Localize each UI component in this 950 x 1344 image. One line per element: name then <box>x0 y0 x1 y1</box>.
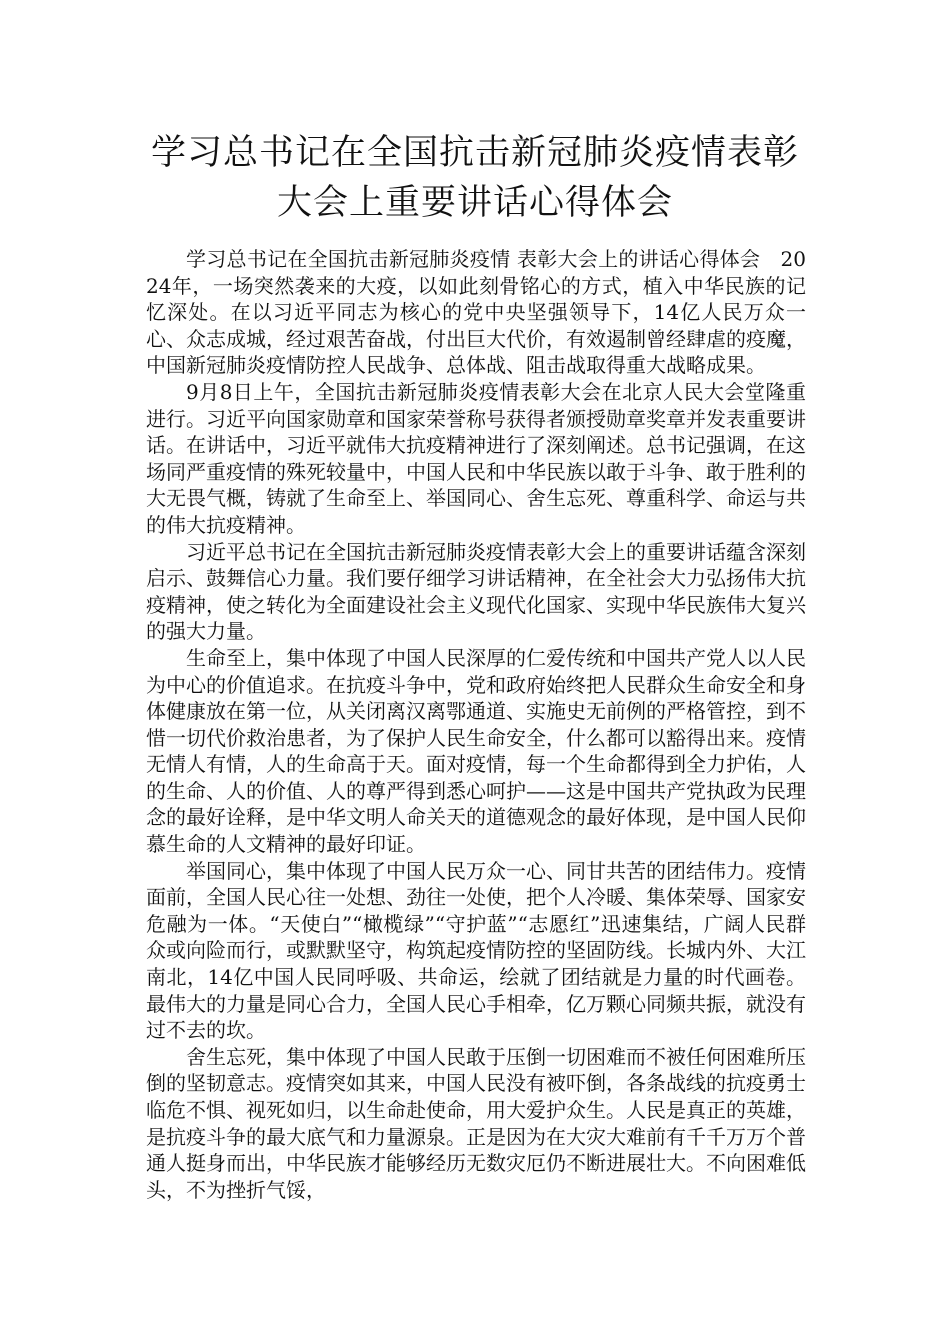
paragraph-1: 学习总书记在全国抗击新冠肺炎疫情 表彰大会上的讲话心得体会 2024年，一场突然袭来的大疫，以如此刻骨铭心的方式，植入中华民族的记忆深处。在以习近平同志为核心的党中央坚强领导下，14亿人民万众一心、众志成城，经过艰苦奋战，付出巨大代价，有效遏制曾经肆虐的疫魔，中国新冠肺炎疫情防控人民战争、总体战、阻击战取得重大战略成果。 <box>146 247 806 378</box>
title-line-1: 学习总书记在全国抗击新冠肺炎疫情表彰 <box>150 133 799 173</box>
paragraph-3: 习近平总书记在全国抗击新冠肺炎疫情表彰大会上的重要讲话蕴含深刻启示、鼓舞信心力量。我们要仔细学习讲话精神，在全社会大力弘扬伟大抗疫精神，使之转化为全面建设社会主义现代化国家、实现中华民族伟大复兴的强大力量。 <box>146 539 806 644</box>
title-line-2: 大会上重要讲话心得体会 <box>276 183 673 223</box>
paragraph-2: 9月8日上午，全国抗击新冠肺炎疫情表彰大会在北京人民大会堂隆重进行。习近平向国家勋章和国家荣誉称号获得者颁授勋章奖章并发表重要讲话。在讲话中，习近平就伟大抗疫精神进行了深刻阐述。总书记强调，在这场同严重疫情的殊死较量中，中国人民和中华民族以敢于斗争、敢于胜利的大无畏气概，铸就了生命至上、举国同心、舍生忘死、尊重科学、命运与共的伟大抗疫精神。 <box>146 379 806 537</box>
paragraph-6: 舍生忘死，集中体现了中国人民敢于压倒一切困难而不被任何困难所压倒的坚韧意志。疫情突如其来，中国人民没有被吓倒，各条战线的抗疫勇士临危不惧、视死如归，以生命赴使命，用大爱护众生。人民是真正的英雄，是抗疫斗争的最大底气和力量源泉。正是因为在大灾大难前有千千万万个普通人挺身而出，中华民族才能够经历无数灾厄仍不断进展壮大。不向困难低头，不为挫折气馁， <box>146 1044 806 1202</box>
paragraph-4: 生命至上，集中体现了中国人民深厚的仁爱传统和中国共产党人以人民为中心的价值追求。在抗疫斗争中，党和政府始终把人民群众生命安全和身体健康放在第一位，从关闭离汉离鄂通道、实施史无前例的严格管控，到不惜一切代价救治患者，为了保护人民生命安全，什么都可以豁得出来。疫情无情人有情，人的生命高于天。面对疫情，每一个生命都得到全力护佑，人的生命、人的价值、人的尊严得到悉心呵护——这是中国共产党执政为民理念的最好诠释，是中华文明人命关天的道德观念的最好体现，是中国人民仰慕生命的人文精神的最好印证。 <box>146 645 806 857</box>
paragraph-5: 举国同心，集中体现了中国人民万众一心、同甘共苦的团结伟力。疫情面前，全国人民心往一处想、劲往一处使，把个人冷暖、集体荣辱、国家安危融为一体。“天使白”“橄榄绿”“守护蓝”“志愿红”迅速集结，广阔人民群众或向险而行，或默默坚守，构筑起疫情防控的坚固防线。长城内外、大江南北，14亿中国人民同呼吸、共命运，绘就了团结就是力量的时代画卷。最伟大的力量是同心合力，全国人民心手相牵，亿万颗心同频共振，就没有过不去的坎。 <box>146 858 806 1043</box>
document-title <box>120 128 830 228</box>
document-body <box>146 246 806 1203</box>
